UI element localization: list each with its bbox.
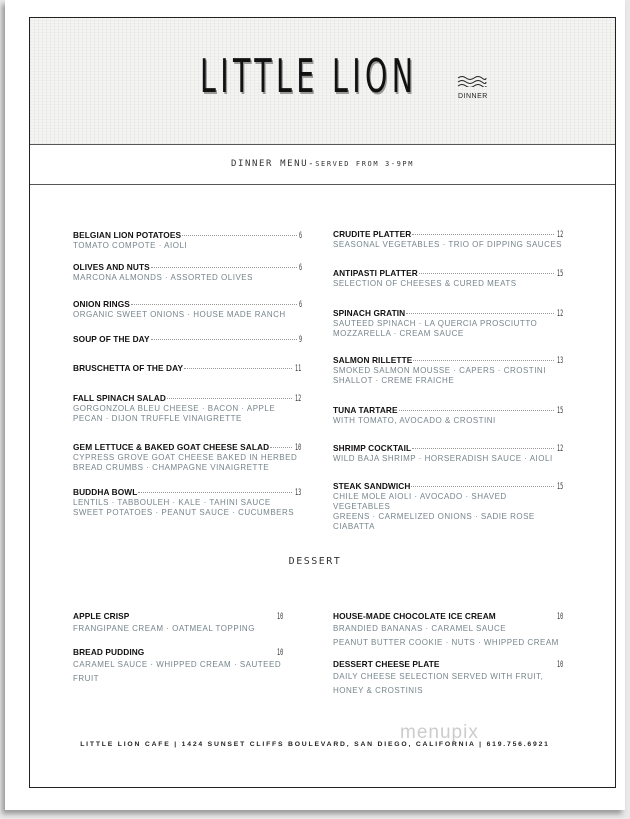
menu-page (5, 0, 625, 810)
menu-item (333, 443, 565, 464)
item-price: 10 (556, 660, 563, 670)
menu-item (333, 308, 565, 339)
item-description: WILD BAJA SHRIMP · HORSERADISH SAUCE · AIOLI (333, 454, 553, 463)
item-header (333, 405, 565, 416)
item-header (333, 611, 565, 622)
menu-item (333, 659, 565, 697)
dot-leader (399, 410, 554, 411)
item-name: BRUSCHETTA OF THE DAY (73, 363, 184, 373)
menu-item (73, 334, 303, 345)
subtitle-main: DINNER MENU- (230, 159, 316, 169)
item-header (333, 229, 565, 240)
item-description: CHILE MOLE AIOLI · AVOCADO · SHAVED VEGETABLES (333, 492, 507, 511)
dot-leader (419, 273, 554, 274)
item-header (73, 363, 303, 374)
item-header (333, 268, 565, 279)
dot-leader (184, 368, 292, 369)
item-name: SOUP OF THE DAY (73, 334, 150, 344)
dot-leader (182, 235, 297, 236)
item-name: HOUSE-MADE CHOCOLATE ICE CREAM (333, 611, 496, 621)
item-description: PECAN · DIJON TRUFFLE VINAIGRETTE (73, 414, 242, 423)
item-price: 10 (276, 612, 283, 622)
item-description: BRANDIED BANANAS · CARAMEL SAUCE (333, 624, 507, 633)
dot-leader (411, 486, 553, 487)
item-description: BREAD CRUMBS · CHAMPAGNE VINAIGRETTE (73, 463, 270, 472)
item-description: DAILY CHEESE SELECTION SERVED WITH FRUIT, (333, 672, 544, 681)
menu-item (333, 611, 565, 649)
item-description: GORGONZOLA BLEU CHEESE · BACON · APPLE (73, 404, 276, 413)
dot-leader (412, 234, 553, 235)
item-description: SMOKED SALMON MOUSSE · CAPERS · CROSTINI (333, 366, 546, 375)
item-description: HONEY & CROSTINIS (333, 685, 424, 695)
item-header (333, 443, 565, 454)
wave-icon (457, 75, 487, 87)
item-price: 6 (298, 263, 302, 273)
item-description: ORGANIC SWEET ONIONS · HOUSE MADE RANCH (73, 310, 286, 319)
item-header (73, 487, 303, 498)
dot-leader (406, 313, 554, 314)
item-description: FRUIT (73, 673, 100, 683)
item-name: ONION RINGS (73, 299, 130, 309)
item-price: 9 (298, 335, 302, 345)
menu-item (73, 487, 303, 518)
dot-leader (167, 398, 292, 399)
item-name: BREAD PUDDING (73, 647, 145, 657)
menu-item (73, 230, 303, 251)
item-description: GREENS · CARMELIZED ONIONS · SADIE ROSE CIABATTA (333, 512, 535, 531)
item-description: SWEET POTATOES · PEANUT SAUCE · CUCUMBERS (73, 508, 295, 517)
item-price: 6 (298, 300, 302, 310)
item-description: MOZZARELLA · CREAM SAUCE (333, 329, 464, 338)
item-header (73, 647, 285, 658)
item-name: GEM LETTUCE & BAKED GOAT CHEESE SALAD (73, 442, 270, 452)
item-price: 6 (298, 231, 302, 241)
item-price: 12 (556, 309, 563, 319)
item-price: 11 (294, 364, 301, 374)
menu-item (333, 268, 565, 289)
item-name: SALMON RILLETTE (333, 355, 413, 365)
item-header (73, 442, 303, 453)
item-name: BUDDHA BOWL (73, 487, 138, 497)
watermark: menupix (400, 722, 479, 743)
item-description: TOMATO COMPOTE · AIOLI (73, 241, 188, 250)
item-header (333, 481, 565, 492)
item-price: 15 (556, 406, 563, 416)
item-description: SAUTEED SPINACH · LA QUERCIA PROSCIUTTO (333, 319, 538, 328)
menu-item (333, 405, 565, 426)
dot-leader (131, 304, 297, 305)
item-header (333, 659, 565, 670)
item-price: 10 (276, 648, 283, 658)
dot-leader (270, 447, 292, 448)
menu-item (73, 647, 285, 685)
menu-item (333, 229, 565, 250)
dot-leader (151, 267, 297, 268)
menu-item (73, 611, 285, 636)
item-header (73, 334, 303, 345)
subtitle-hours: SERVED FROM 3-9PM (315, 160, 415, 168)
item-price: 10 (294, 443, 301, 453)
item-description: PEANUT BUTTER COOKIE · NUTS · WHIPPED CREAM (333, 637, 559, 647)
item-header (73, 230, 303, 241)
menu-item (333, 481, 565, 532)
item-price: 12 (556, 444, 563, 454)
item-price: 15 (556, 269, 563, 279)
item-name: BELGIAN LION POTATOES (73, 230, 182, 240)
item-description: SELECTION OF CHEESES & CURED MEATS (333, 279, 517, 288)
item-price: 12 (294, 394, 301, 404)
footer-address: LITTLE LION CAFE | 1424 SUNSET CLIFFS BOULEVARD, SAN DIEGO, CALIFORNIA | 619.756.6921 (80, 741, 550, 748)
item-price: 13 (556, 356, 563, 366)
item-name: ANTIPASTI PLATTER (333, 268, 418, 278)
item-name: STEAK SANDWICH (333, 481, 411, 491)
item-name: APPLE CRISP (73, 611, 130, 621)
item-name: TUNA TARTARE (333, 405, 398, 415)
item-header (73, 299, 303, 310)
item-name: DESSERT CHEESE PLATE (333, 659, 440, 669)
dinner-tag: DINNER (458, 93, 488, 100)
logo: LITTLE LION (200, 49, 418, 103)
item-header (73, 262, 303, 273)
menu-subtitle (30, 159, 615, 169)
item-description: CARAMEL SAUCE · WHIPPED CREAM · SAUTEED (73, 660, 282, 669)
item-description: SEASONAL VEGETABLES · TRIO OF DIPPING SAUCES (333, 240, 563, 249)
item-header (73, 393, 303, 404)
menu-item (73, 262, 303, 283)
menu-item (73, 442, 303, 473)
item-name: SHRIMP COCKTAIL (333, 443, 412, 453)
item-price: 10 (556, 612, 563, 622)
subtitle-bar (30, 145, 615, 185)
item-description: LENTILS · TABBOULEH · KALE · TAHINI SAUCE (73, 498, 271, 507)
dot-leader (151, 339, 297, 340)
menu-item (73, 299, 303, 320)
item-price: 13 (294, 488, 301, 498)
dot-leader (412, 448, 554, 449)
item-description: MARCONA ALMONDS · ASSORTED OLIVES (73, 273, 253, 282)
item-description: SHALLOT · CREME FRAICHE (333, 376, 455, 385)
menu-header (30, 18, 615, 145)
item-header (333, 355, 565, 366)
item-name: OLIVES AND NUTS (73, 262, 150, 272)
dot-leader (138, 492, 291, 493)
item-price: 12 (556, 230, 563, 240)
menu-item (73, 393, 303, 424)
item-header (73, 611, 285, 622)
item-name: SPINACH GRATIN (333, 308, 406, 318)
item-name: FALL SPINACH SALAD (73, 393, 166, 403)
dot-leader (413, 360, 553, 361)
menu-item (73, 363, 303, 374)
item-name: CRUDITE PLATTER (333, 229, 412, 239)
item-price: 15 (556, 482, 563, 492)
item-description: FRANGIPANE CREAM · OATMEAL TOPPING (73, 624, 255, 633)
menu-item (333, 355, 565, 386)
item-header (333, 308, 565, 319)
item-description: CYPRESS GROVE GOAT CHEESE BAKED IN HERBED (73, 453, 298, 462)
item-description: WITH TOMATO, AVOCADO & CROSTINI (333, 416, 496, 425)
dessert-heading: DESSERT (288, 556, 342, 567)
